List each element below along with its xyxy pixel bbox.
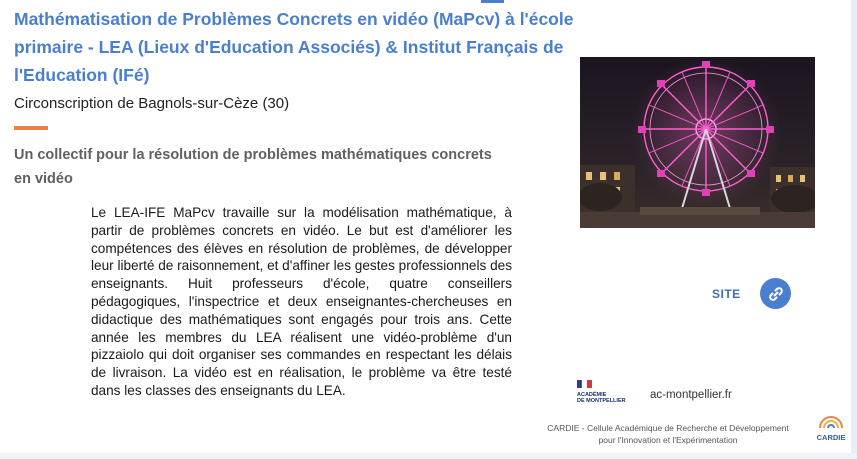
academy-name-line-1: ACADÉMIE (577, 392, 607, 398)
scroll-edge (851, 0, 857, 459)
academy-name-line-2: DE MONTPELLIER (577, 398, 626, 404)
project-description: Le LEA-IFE MaPcv travaille sur la modélisation mathématique, à partir de problèmes concrets en vidéo. Le but est d'améliorer les compétences des élèves en résolution de problèmes, de développer leur liberté de raisonnement, et d'affiner les gestes professionnels des enseignants. Huit professeurs d'école, quatre conseillers pédagogiques, l'inspectrice et deux enseignantes-chercheuses en didactique des mathématiques sont engagés pour trois ans. Cette année les membres du LEA réalisent une vidéo-problème d'un pizzaiolo qui doit organiser ses commandes en respectant les délais de livraison. La vidéo est en réalisation, le problème va être testé dans les classes des enseignants du LEA. (91, 205, 512, 398)
top-tab-marker (481, 0, 504, 3)
accent-divider (14, 126, 48, 130)
project-subtitle: Un collectif pour la résolution de problèmes mathématiques concrets en vidéo (14, 147, 492, 187)
ferris-wheel-photo (580, 57, 815, 228)
cardie-label: CARDIE (816, 433, 846, 442)
circonscription-label: Circonscription de Bagnols-sur-Cèze (30) (14, 95, 290, 112)
academy-domain-link[interactable]: ac-montpellier.fr (650, 389, 732, 401)
site-link-button[interactable] (760, 278, 791, 309)
project-title: Mathématisation de Problèmes Concrets en vidéo (MaPcv) à l'école primaire - LEA (Lieux d'Education Associés) & Institut Français de l'Education (IFé) (14, 9, 574, 85)
link-icon (768, 286, 784, 302)
bottom-edge (0, 453, 857, 459)
academy-name (577, 392, 626, 404)
cardie-credit: CARDIE - Cellule Académique de Recherche et Développement pour l'Innovation et l'Expérimentation (547, 423, 789, 445)
site-link-label[interactable]: SITE (712, 287, 741, 301)
